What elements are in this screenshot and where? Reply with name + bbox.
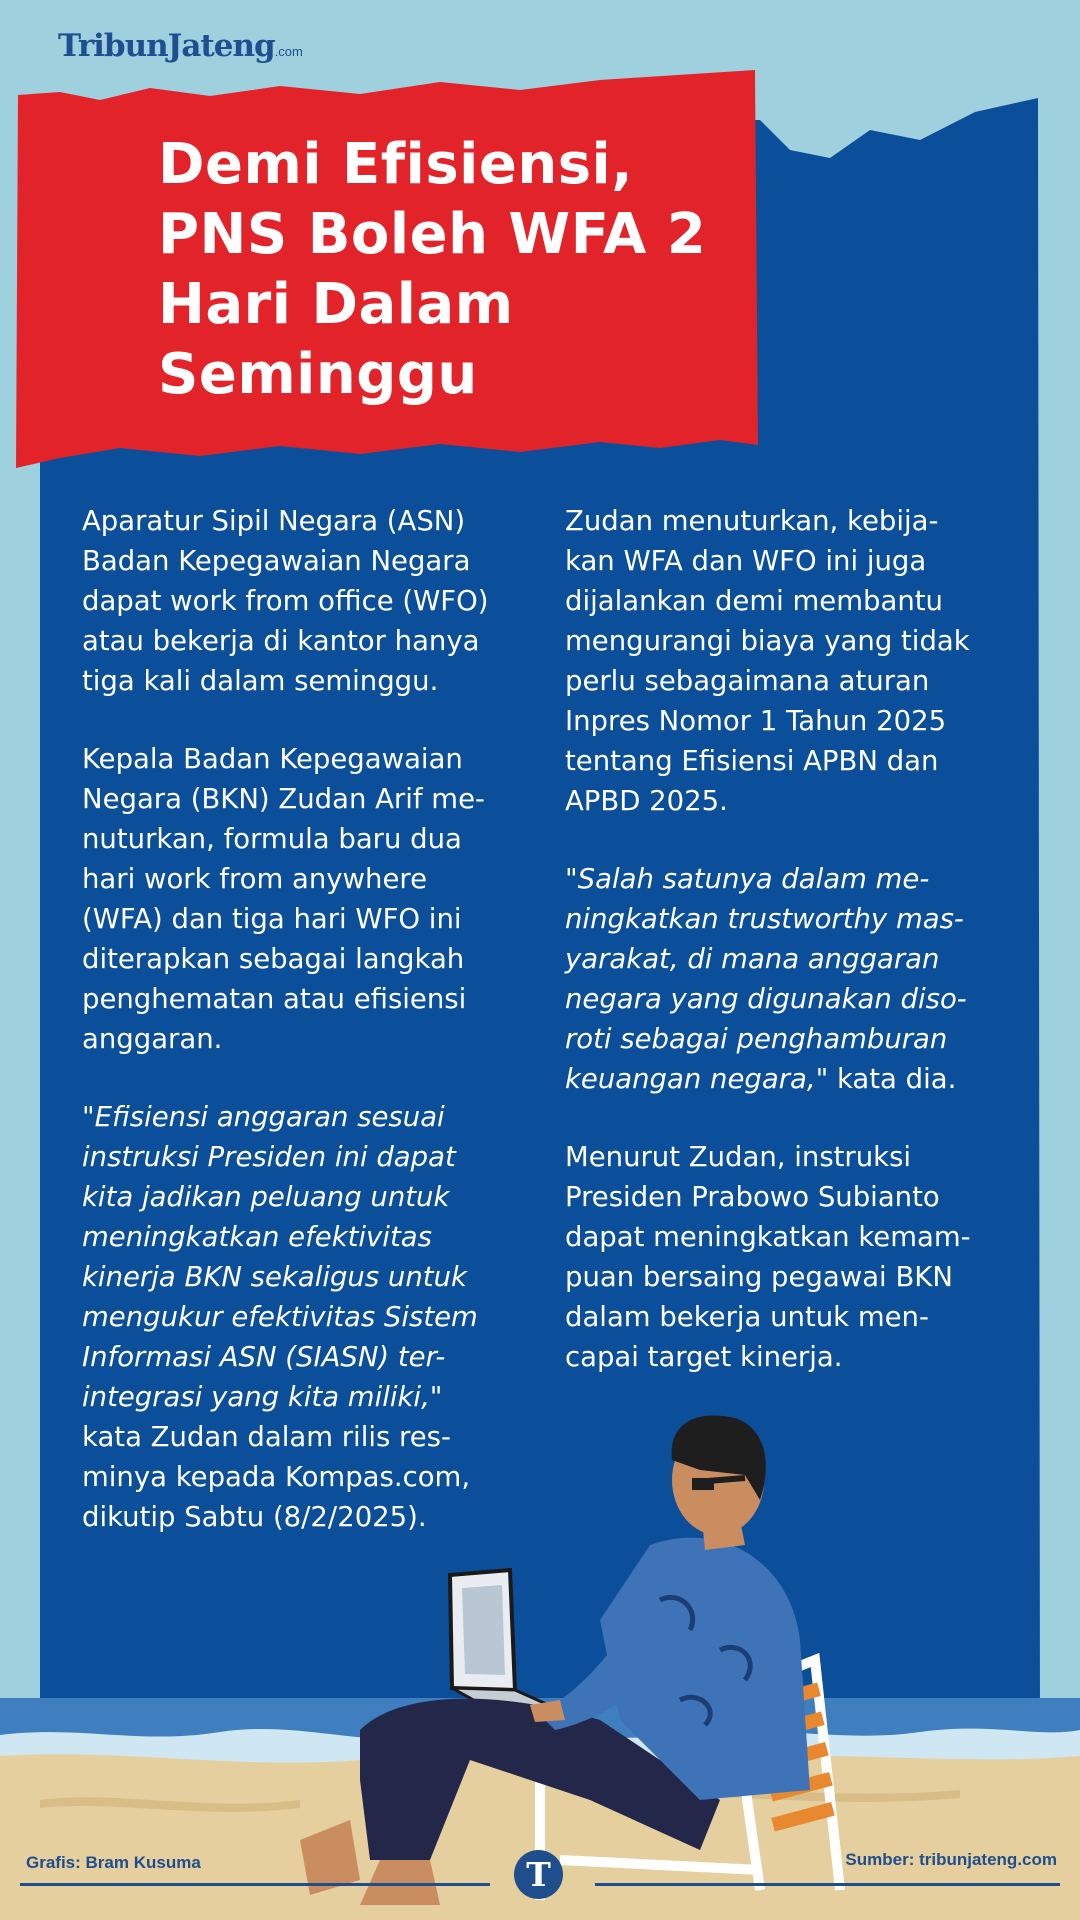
quote-attribution: kata Zudan dalam rilis res- minya kepada Kompas.com, dikutip Sabtu (8/2/2025). — [82, 1421, 471, 1533]
paragraph: Kepala Badan Kepegawaian Negara (BKN) Zudan Arif me- nuturkan, formula baru dua hari work from anywhere (WFA) dan tiga hari WFO ini diterapkan sebagai langkah penghematan atau efisiensi anggaran. — [82, 743, 485, 1055]
quote-attribution: " kata dia. — [815, 1063, 957, 1095]
paragraph: Aparatur Sipil Negara (ASN) Badan Kepegawaian Negara dapat work from office (WFO) atau bekerja di kantor hanya tiga kali dalam seminggu. — [82, 505, 489, 697]
footer-rule-left — [20, 1883, 490, 1886]
tribunjateng-logo: TribunJateng.com — [58, 28, 303, 64]
article-column-right — [565, 501, 1015, 1415]
headline: Demi Efisiensi, PNS Boleh WFA 2 Hari Dalam Seminggu — [158, 132, 707, 407]
paragraph: Zudan menuturkan, kebija- kan WFA dan WFO ini juga dijalankan demi membantu mengurangi biaya yang tidak perlu sebagaimana aturan Inpres Nomor 1 Tahun 2025 tentang Efisiensi APBN dan APBD 2025. — [565, 505, 970, 817]
paragraph: Menurut Zudan, instruksi Presiden Prabowo Subianto dapat meningkatkan kemam- puan bersaing pegawai BKN dalam bekerja untuk men- capai target kinerja. — [565, 1141, 971, 1373]
quote-text: "Efisiensi anggaran sesuai instruksi Presiden ini dapat kita jadikan peluang untuk meningkatkan efektivitas kinerja BKN sekaligus untuk mengukur efektivitas Sistem Informasi ASN (SIASN) ter- integrasi yang kita miliki," — [82, 1101, 478, 1413]
quote-paragraph — [82, 1097, 512, 1537]
graphics-credit: Grafis: Bram Kusuma — [26, 1853, 201, 1872]
article-column-left — [82, 501, 512, 1575]
footer-rule-right — [595, 1883, 1060, 1886]
quote-text: "Salah satunya dalam me- ningkatkan trustworthy mas- yarakat, di mana anggaran negara yang digunakan diso- roti sebagai penghamburan keuangan negara, — [565, 863, 967, 1095]
source-credit: Sumber: tribunjateng.com — [845, 1850, 1057, 1869]
quote-paragraph — [565, 859, 1015, 1099]
tribun-badge-icon: T — [514, 1850, 563, 1899]
